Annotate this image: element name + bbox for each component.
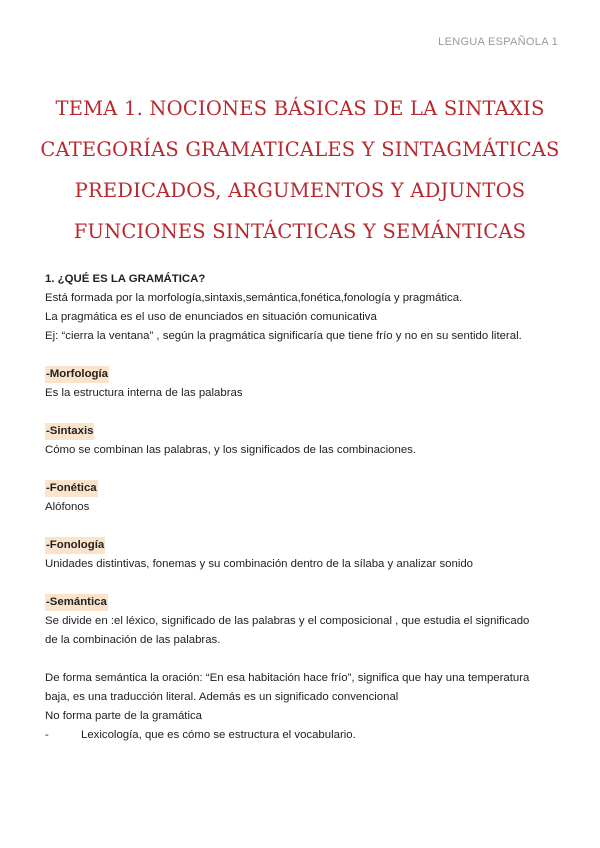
definition-fonetica: Alófonos xyxy=(45,501,90,513)
section-heading: 1. ¿QUÉ ES LA GRAMÁTICA? xyxy=(45,273,206,285)
term-morfologia: -Morfología xyxy=(45,366,109,383)
title-line-2: CATEGORÍAS GRAMATICALES Y SINTAGMÁTICAS xyxy=(40,138,560,161)
document-title xyxy=(0,88,600,252)
paragraph-line: Está formada por la morfología,sintaxis,semántica,fonética,fonología y pragmática. xyxy=(45,292,463,304)
list-bullet: - xyxy=(45,729,49,741)
paragraph-line: baja, es una traducción literal. Además es un significado convencional xyxy=(45,691,399,703)
paragraph-line: La pragmática es el uso de enunciados en situación comunicativa xyxy=(45,311,377,323)
document-header-label: LENGUA ESPAÑOLA 1 xyxy=(438,36,558,48)
term-fonetica: -Fonética xyxy=(45,480,98,497)
term-fonologia: -Fonología xyxy=(45,537,105,554)
definition-fonologia: Unidades distintivas, fonemas y su combinación dentro de la sílaba y analizar sonido xyxy=(45,558,474,570)
definition-morfologia: Es la estructura interna de las palabras xyxy=(45,387,243,399)
title-line-1: TEMA 1. NOCIONES BÁSICAS DE LA SINTAXIS xyxy=(55,97,545,120)
title-line-4: FUNCIONES SINTÁCTICAS Y SEMÁNTICAS xyxy=(73,220,527,243)
paragraph-line: No forma parte de la gramática xyxy=(45,710,203,722)
paragraph-line: Ej: “cierra la ventana” , según la pragmática significaría que tiene frío y no en su sentido literal. xyxy=(45,330,522,342)
paragraph-line: De forma semántica la oración: “En esa habitación hace frío”, significa que hay una temperatura xyxy=(45,672,530,684)
term-semantica: -Semántica xyxy=(45,594,108,611)
list-item-text: Lexicología, que es cómo se estructura el vocabulario. xyxy=(81,729,356,741)
document-body xyxy=(45,270,565,745)
title-line-3: PREDICADOS, ARGUMENTOS Y ADJUNTOS xyxy=(74,179,526,202)
definition-semantica: de la combinación de las palabras. xyxy=(45,634,221,646)
definition-sintaxis: Cómo se combinan las palabras, y los significados de las combinaciones. xyxy=(45,444,417,456)
definition-semantica: Se divide en :el léxico, significado de las palabras y el composicional , que estudia el significado xyxy=(45,615,530,627)
term-sintaxis: -Sintaxis xyxy=(45,423,94,440)
list-item xyxy=(45,726,565,745)
